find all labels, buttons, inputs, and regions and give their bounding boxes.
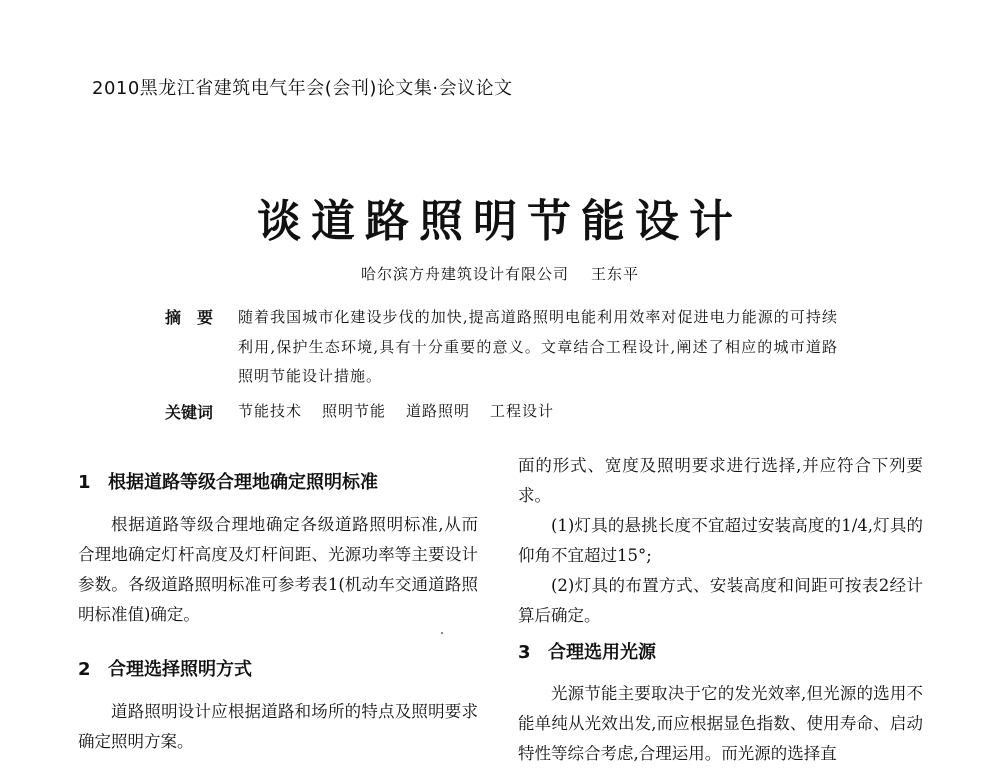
abstract-text: 随着我国城市化建设步伐的加快,提高道路照明电能利用效率对促进电力能源的可持续利用,保护生态环境,具有十分重要的意义。文章结合工程设计,阐述了相应的城市道路照明节能设计措施。 <box>238 308 838 385</box>
list-item: (1)灯具的悬挑长度不宜超过安装高度的1/4,灯具的仰角不宜超过15°; <box>518 516 923 565</box>
abstract-label: 摘 要 <box>165 308 214 327</box>
article-title: 谈道路照明节能设计 <box>257 196 743 247</box>
section-1-heading: 1 根据道路等级合理地确定照明标准 <box>78 472 378 493</box>
section-2-text: 道路照明设计应根据道路和场所的特点及照明要求确定照明方案。 <box>78 702 478 751</box>
section-2-heading: 2 合理选择照明方式 <box>78 659 252 680</box>
keyword: 道路照明 <box>406 402 471 420</box>
keywords-label: 关键词 <box>165 403 214 422</box>
section-3-text: 光源节能主要取决于它的发光效率,但光源的选用不能单纯从光效出发,而应根据显色指数、使用寿命、启动特性等综合考虑,合理运用。而光源的选择直 <box>518 684 923 763</box>
author-line <box>0 263 1000 284</box>
affiliation: 哈尔滨方舟建筑设计有限公司 <box>360 265 569 283</box>
section-3-heading: 3 合理选用光源 <box>518 642 656 663</box>
keyword: 工程设计 <box>490 402 555 420</box>
journal-header: 2010黑龙江省建筑电气年会(会刊)论文集·会议论文 <box>92 78 513 99</box>
keywords-list <box>238 400 574 421</box>
author-name: 王东平 <box>591 265 640 283</box>
keyword: 照明节能 <box>322 402 387 420</box>
section-1-text: 根据道路等级合理地确定各级道路照明标准,从而合理地确定灯杆高度及灯杆间距、光源功率等主要设计参数。各级道路照明标准可参考表1(机动车交通道路照明标准值)确定。 <box>78 515 478 624</box>
keyword: 节能技术 <box>238 402 303 420</box>
continuation-text: 面的形式、宽度及照明要求进行选择,并应符合下列要求。 <box>518 456 923 505</box>
print-speck <box>441 632 443 634</box>
list-item: (2)灯具的布置方式、安装高度和间距可按表2经计算后确定。 <box>518 576 923 625</box>
